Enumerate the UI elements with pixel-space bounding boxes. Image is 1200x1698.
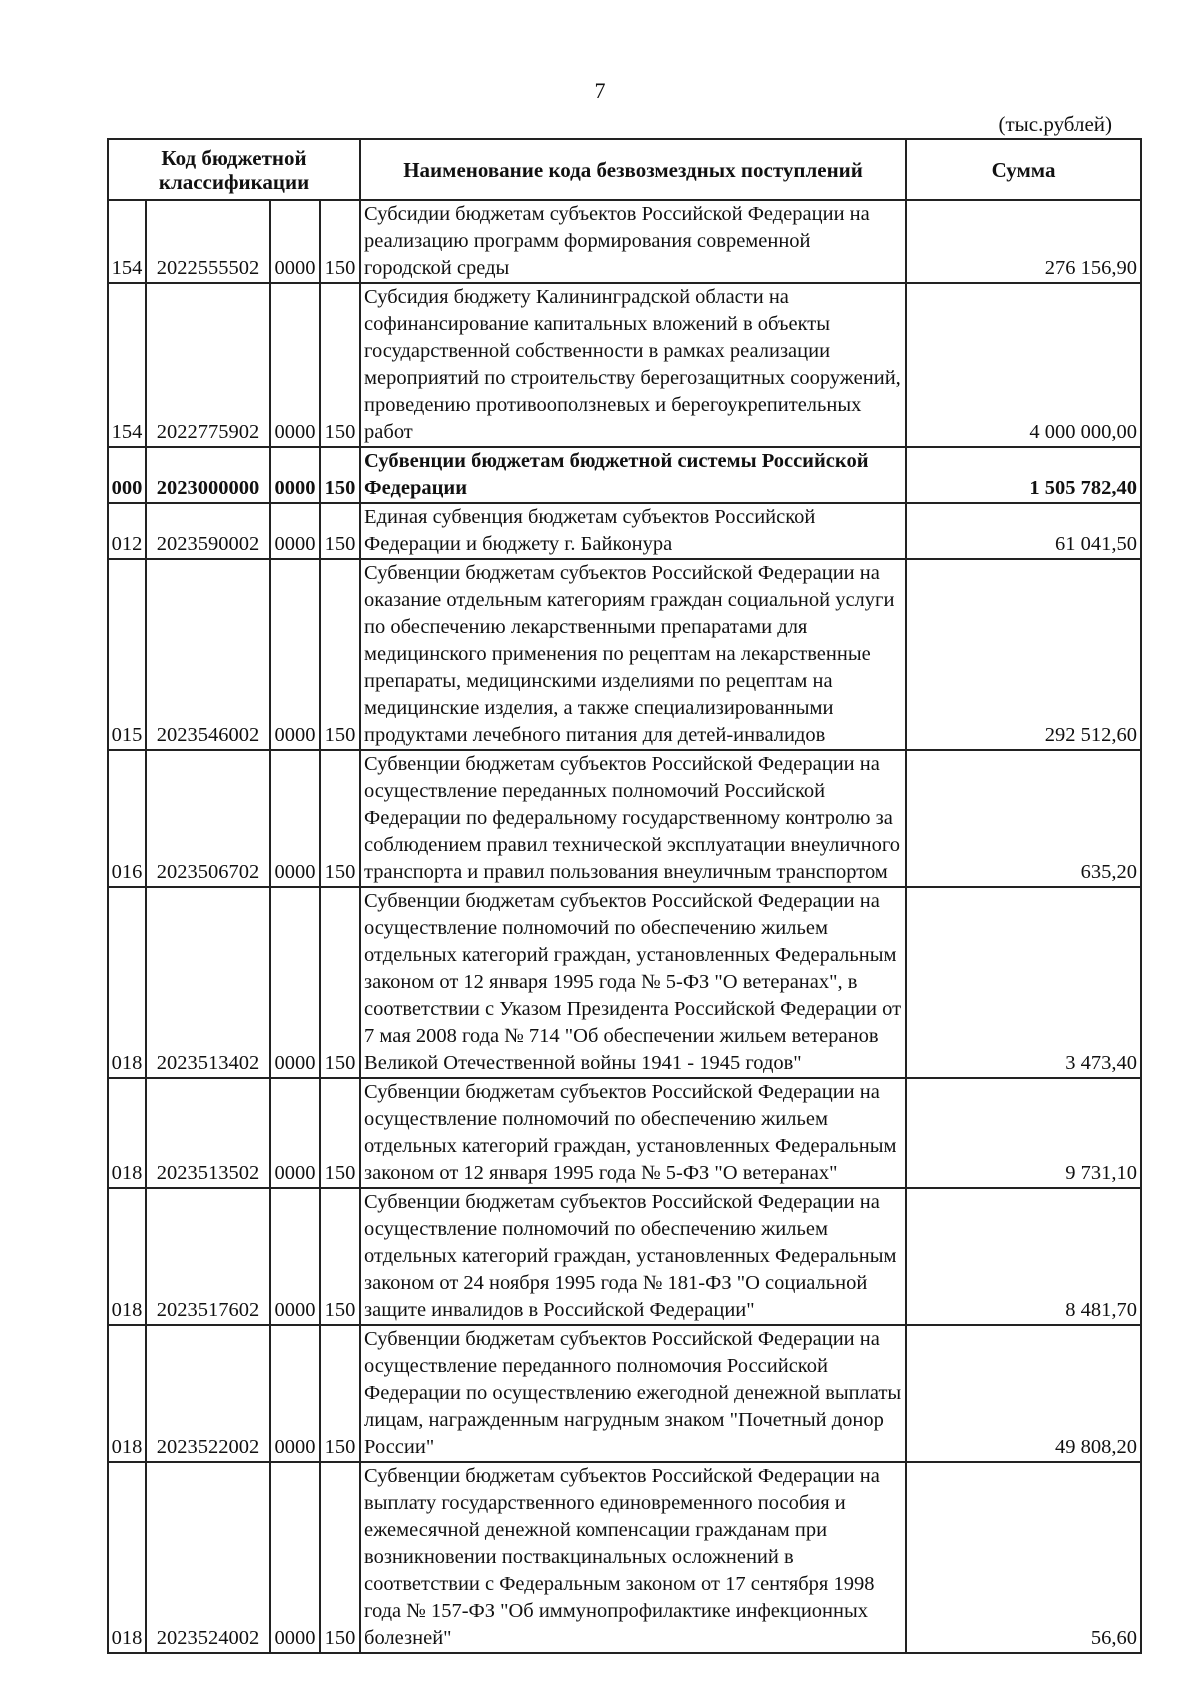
sum-cell: 61 041,50 <box>906 503 1141 559</box>
admin-code-cell: 018 <box>108 1188 146 1325</box>
admin-code-cell: 018 <box>108 1078 146 1188</box>
type-code-cell: 150 <box>320 750 360 887</box>
type-code-cell: 150 <box>320 1078 360 1188</box>
sum-cell: 9 731,10 <box>906 1078 1141 1188</box>
sum-cell: 49 808,20 <box>906 1325 1141 1462</box>
sum-cell: 3 473,40 <box>906 887 1141 1078</box>
table-row <box>108 559 1141 750</box>
budget-code-cell: 2023522002 <box>146 1325 270 1462</box>
budget-code-cell: 2022775902 <box>146 283 270 447</box>
admin-code-cell: 016 <box>108 750 146 887</box>
admin-code-cell: 012 <box>108 503 146 559</box>
type-code-cell: 150 <box>320 559 360 750</box>
budget-code-cell: 2023517602 <box>146 1188 270 1325</box>
header-sum: Сумма <box>906 139 1141 200</box>
name-cell: Субвенции бюджетам субъектов Российской Федерации на осуществление полномочий по обеспечению жильем отдельных категорий граждан, установленных Федеральным законом от 12 января 1995 года № 5-ФЗ "О ветеранах" <box>360 1078 906 1188</box>
program-code-cell: 0000 <box>270 559 320 750</box>
name-cell: Субсидия бюджету Калининградской области на софинансирование капитальных вложений в объекты государственной собственности в рамках реализации мероприятий по строительству берегозащитных сооружений, проведению противооползневых и берегоукрепительных работ <box>360 283 906 447</box>
program-code-cell: 0000 <box>270 447 320 503</box>
sum-cell: 8 481,70 <box>906 1188 1141 1325</box>
table-row <box>108 1188 1141 1325</box>
sum-cell: 1 505 782,40 <box>906 447 1141 503</box>
admin-code-cell: 018 <box>108 887 146 1078</box>
name-cell: Субвенции бюджетам субъектов Российской Федерации на осуществление переданного полномочия Российской Федерации по осуществлению ежегодной денежной выплаты лицам, награжденным нагрудным знаком "Почетный донор России" <box>360 1325 906 1462</box>
program-code-cell: 0000 <box>270 200 320 283</box>
type-code-cell: 150 <box>320 1462 360 1653</box>
admin-code-cell: 154 <box>108 200 146 283</box>
table-body <box>108 200 1141 1653</box>
admin-code-cell: 015 <box>108 559 146 750</box>
header-name: Наименование кода безвозмездных поступлений <box>360 139 906 200</box>
budget-code-cell: 2023000000 <box>146 447 270 503</box>
table-row <box>108 1462 1141 1653</box>
type-code-cell: 150 <box>320 1325 360 1462</box>
program-code-cell: 0000 <box>270 750 320 887</box>
budget-code-cell: 2023590002 <box>146 503 270 559</box>
budget-code-cell: 2023513402 <box>146 887 270 1078</box>
table-header-row <box>108 139 1141 200</box>
program-code-cell: 0000 <box>270 503 320 559</box>
program-code-cell: 0000 <box>270 283 320 447</box>
name-cell: Субвенции бюджетам субъектов Российской Федерации на оказание отдельным категориям граждан социальной услуги по обеспечению лекарственными препаратами для медицинского применения по рецептам на лекарственные препараты, медицинскими изделиями по рецептам на медицинские изделия, а также специализированными продуктами лечебного питания для детей-инвалидов <box>360 559 906 750</box>
program-code-cell: 0000 <box>270 1078 320 1188</box>
type-code-cell: 150 <box>320 447 360 503</box>
type-code-cell: 150 <box>320 503 360 559</box>
header-code: Код бюджетной классификации <box>108 139 360 200</box>
type-code-cell: 150 <box>320 887 360 1078</box>
program-code-cell: 0000 <box>270 887 320 1078</box>
table-row <box>108 200 1141 283</box>
type-code-cell: 150 <box>320 1188 360 1325</box>
budget-code-cell: 2023506702 <box>146 750 270 887</box>
admin-code-cell: 000 <box>108 447 146 503</box>
admin-code-cell: 154 <box>108 283 146 447</box>
sum-cell: 56,60 <box>906 1462 1141 1653</box>
budget-code-cell: 2022555502 <box>146 200 270 283</box>
name-cell: Субвенции бюджетам субъектов Российской Федерации на осуществление переданных полномочий Российской Федерации по федеральному государственному контролю за соблюдением правил технической эксплуатации внеуличного транспорта и правил пользования внеуличным транспортом <box>360 750 906 887</box>
name-cell: Единая субвенция бюджетам субъектов Российской Федерации и бюджету г. Байконура <box>360 503 906 559</box>
budget-table <box>107 138 1142 1654</box>
program-code-cell: 0000 <box>270 1188 320 1325</box>
table-row <box>108 1325 1141 1462</box>
sum-cell: 276 156,90 <box>906 200 1141 283</box>
table-row <box>108 503 1141 559</box>
table-row <box>108 887 1141 1078</box>
budget-code-cell: 2023546002 <box>146 559 270 750</box>
units-label: (тыс.рублей) <box>998 112 1112 136</box>
sum-cell: 292 512,60 <box>906 559 1141 750</box>
admin-code-cell: 018 <box>108 1325 146 1462</box>
type-code-cell: 150 <box>320 200 360 283</box>
sum-cell: 635,20 <box>906 750 1141 887</box>
table-row <box>108 1078 1141 1188</box>
table-row <box>108 447 1141 503</box>
sum-cell: 4 000 000,00 <box>906 283 1141 447</box>
budget-code-cell: 2023524002 <box>146 1462 270 1653</box>
name-cell: Субвенции бюджетам субъектов Российской Федерации на осуществление полномочий по обеспечению жильем отдельных категорий граждан, установленных Федеральным законом от 24 ноября 1995 года № 181-ФЗ "О социальной защите инвалидов в Российской Федерации" <box>360 1188 906 1325</box>
admin-code-cell: 018 <box>108 1462 146 1653</box>
budget-code-cell: 2023513502 <box>146 1078 270 1188</box>
page-number: 7 <box>594 78 606 103</box>
name-cell: Субвенции бюджетам субъектов Российской Федерации на выплату государственного единовременного пособия и ежемесячной денежной компенсации гражданам при возникновении поствакцинальных осложнений в соответствии с Федеральным законом от 17 сентября 1998 года № 157-ФЗ "Об иммунопрофилактике инфекционных болезней" <box>360 1462 906 1653</box>
name-cell: Субвенции бюджетам бюджетной системы Российской Федерации <box>360 447 906 503</box>
name-cell: Субвенции бюджетам субъектов Российской Федерации на осуществление полномочий по обеспечению жильем отдельных категорий граждан, установленных Федеральным законом от 12 января 1995 года № 5-ФЗ "О ветеранах", в соответствии с Указом Президента Российской Федерации от 7 мая 2008 года № 714 "Об обеспечении жильем ветеранов Великой Отечественной войны 1941 - 1945 годов" <box>360 887 906 1078</box>
program-code-cell: 0000 <box>270 1462 320 1653</box>
program-code-cell: 0000 <box>270 1325 320 1462</box>
table-row <box>108 750 1141 887</box>
type-code-cell: 150 <box>320 283 360 447</box>
table-row <box>108 283 1141 447</box>
name-cell: Субсидии бюджетам субъектов Российской Федерации на реализацию программ формирования современной городской среды <box>360 200 906 283</box>
